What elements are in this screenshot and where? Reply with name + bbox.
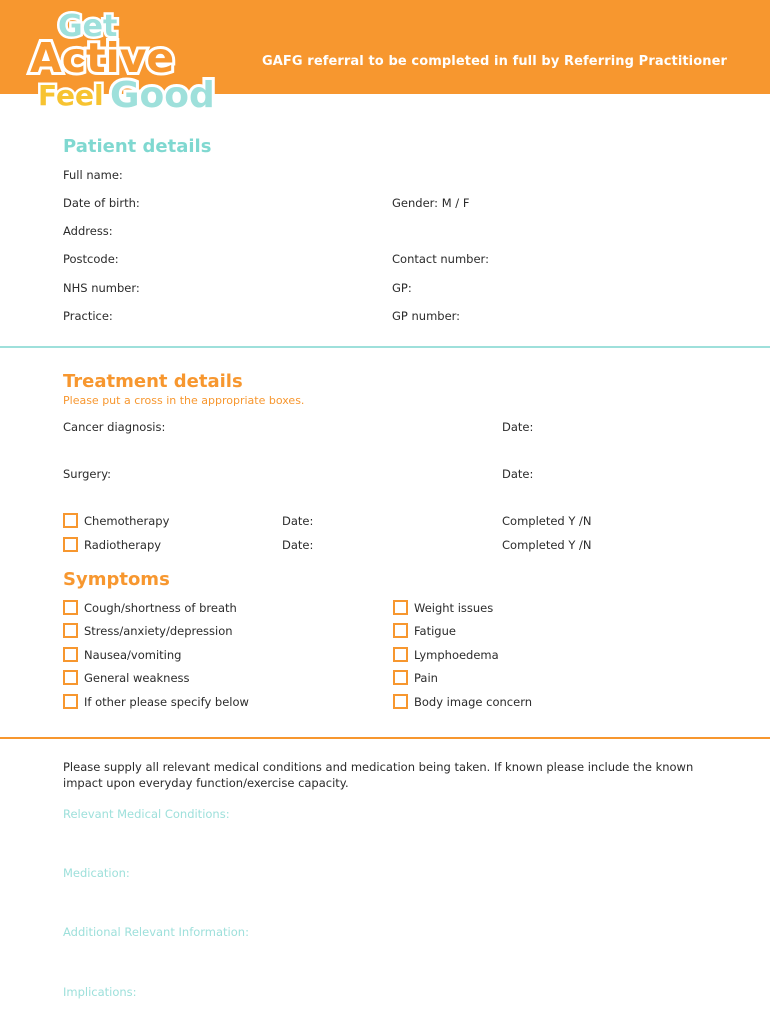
chemotherapy-completed-field[interactable]: Completed Y /N bbox=[502, 514, 592, 528]
gender-field[interactable]: Gender: M / F bbox=[392, 196, 470, 210]
symptom-label: If other please specify below bbox=[84, 694, 249, 709]
symptom-option[interactable] bbox=[63, 600, 237, 615]
treatment-details-heading: Treatment details bbox=[63, 371, 243, 392]
symptom-option[interactable] bbox=[63, 694, 249, 709]
cancer-date-field[interactable]: Date: bbox=[502, 420, 534, 434]
gp-number-field[interactable]: GP number: bbox=[392, 309, 461, 323]
get-active-feel-good-logo bbox=[24, 10, 229, 125]
symptom-checkbox[interactable] bbox=[63, 623, 78, 638]
chemotherapy-label: Chemotherapy bbox=[84, 513, 170, 528]
symptom-checkbox[interactable] bbox=[393, 600, 408, 615]
symptom-label: Stress/anxiety/depression bbox=[84, 623, 233, 638]
symptom-checkbox[interactable] bbox=[393, 647, 408, 662]
nhs-number-field[interactable]: NHS number: bbox=[63, 281, 140, 295]
symptom-checkbox[interactable] bbox=[63, 694, 78, 709]
gp-field[interactable]: GP: bbox=[392, 281, 412, 295]
surgery-date-field[interactable]: Date: bbox=[502, 467, 534, 481]
patient-details-heading: Patient details bbox=[63, 136, 212, 157]
date-of-birth-field[interactable]: Date of birth: bbox=[63, 196, 140, 210]
symptoms-heading: Symptoms bbox=[63, 569, 170, 590]
symptom-option[interactable] bbox=[63, 623, 233, 638]
logo-word-active: Active bbox=[30, 34, 175, 82]
section-divider bbox=[0, 737, 770, 739]
cancer-diagnosis-field[interactable]: Cancer diagnosis: bbox=[63, 420, 166, 434]
surgery-field[interactable]: Surgery: bbox=[63, 467, 112, 481]
symptom-checkbox[interactable] bbox=[393, 670, 408, 685]
contact-number-field[interactable]: Contact number: bbox=[392, 252, 489, 266]
address-field[interactable]: Address: bbox=[63, 224, 113, 238]
chemotherapy-checkbox[interactable] bbox=[63, 513, 78, 528]
chemotherapy-date-field[interactable]: Date: bbox=[282, 514, 314, 528]
symptom-option[interactable] bbox=[393, 647, 499, 662]
radiotherapy-date-field[interactable]: Date: bbox=[282, 538, 314, 552]
symptom-label: Pain bbox=[414, 670, 438, 685]
symptom-label: Nausea/vomiting bbox=[84, 647, 182, 662]
symptom-checkbox[interactable] bbox=[393, 694, 408, 709]
section-divider bbox=[0, 346, 770, 348]
symptom-checkbox[interactable] bbox=[63, 670, 78, 685]
symptom-label: Body image concern bbox=[414, 694, 533, 709]
symptom-label: Lymphoedema bbox=[414, 647, 499, 662]
symptom-label: Cough/shortness of breath bbox=[84, 600, 237, 615]
symptom-option[interactable] bbox=[393, 670, 438, 685]
symptom-label: Fatigue bbox=[414, 623, 456, 638]
symptom-option[interactable] bbox=[393, 623, 456, 638]
postcode-field[interactable]: Postcode: bbox=[63, 252, 119, 266]
logo-word-feel: Feel bbox=[38, 79, 104, 112]
relevant-medical-conditions-field[interactable]: Relevant Medical Conditions: bbox=[63, 807, 230, 821]
header-title: GAFG referral to be completed in full by Referring Practitioner bbox=[262, 54, 728, 69]
additional-information-field[interactable]: Additional Relevant Information: bbox=[63, 925, 249, 939]
symptom-label: Weight issues bbox=[414, 600, 494, 615]
symptom-option[interactable] bbox=[63, 670, 190, 685]
symptom-checkbox[interactable] bbox=[393, 623, 408, 638]
medical-instructions: Please supply all relevant medical conditions and medication being taken. If known please include the known impact upon everyday function/exercise capacity. bbox=[63, 760, 694, 790]
implications-field[interactable]: Implications: bbox=[63, 985, 137, 999]
radiotherapy-label: Radiotherapy bbox=[84, 537, 162, 552]
symptom-checkbox[interactable] bbox=[63, 600, 78, 615]
treatment-hint: Please put a cross in the appropriate boxes. bbox=[63, 394, 305, 407]
symptom-option[interactable] bbox=[393, 600, 493, 615]
practice-field[interactable]: Practice: bbox=[63, 309, 113, 323]
medication-field[interactable]: Medication: bbox=[63, 866, 130, 880]
symptom-option[interactable] bbox=[393, 694, 532, 709]
symptom-checkbox[interactable] bbox=[63, 647, 78, 662]
chemotherapy-option[interactable] bbox=[63, 513, 169, 528]
radiotherapy-completed-field[interactable]: Completed Y /N bbox=[502, 538, 592, 552]
radiotherapy-option[interactable] bbox=[63, 537, 161, 552]
logo-word-good: Good bbox=[110, 75, 215, 116]
symptom-option[interactable] bbox=[63, 647, 181, 662]
radiotherapy-checkbox[interactable] bbox=[63, 537, 78, 552]
logo-word-get: Get bbox=[58, 9, 118, 44]
full-name-field[interactable]: Full name: bbox=[63, 168, 123, 182]
symptom-label: General weakness bbox=[84, 670, 190, 685]
